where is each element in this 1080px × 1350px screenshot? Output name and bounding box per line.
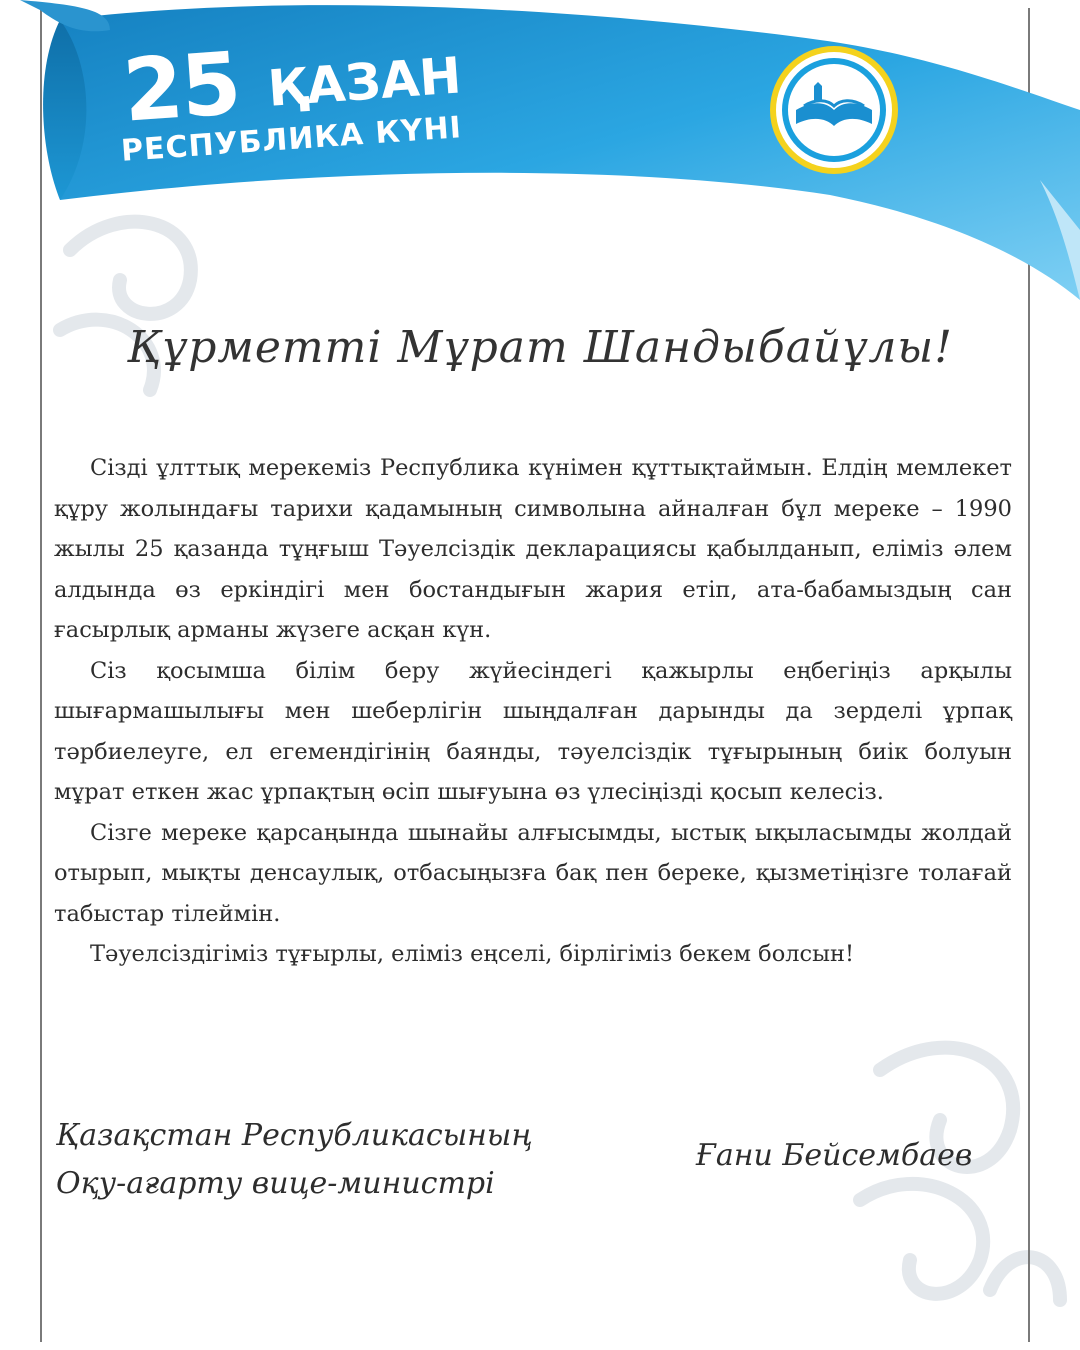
letter-body	[54, 448, 1012, 975]
date-month: ҚАЗАН	[266, 46, 464, 118]
date-number: 25	[120, 33, 243, 142]
signatory-title	[56, 1112, 533, 1208]
greeting-heading: Құрметті Мұрат Шандыбайұлы!	[127, 322, 953, 373]
ministry-emblem-icon	[768, 44, 900, 176]
signatory-title-line2: Оқу-ағарту вице-министрі	[56, 1166, 495, 1201]
paragraph: Сізді ұлттық мерекеміз Республика күнімен құттықтаймын. Елдің мемлекет құру жолындағы тарихи қадамының символына айналған бұл мереке – 1990 жылы 25 қазанда тұңғыш Тәуелсіздік декларациясы қабылданып, еліміз әлем алдында өз еркіндігі мен бостандығын жария етіп, ата-бабамыздың сан ғасырлық арманы жүзеге асқан күн.	[54, 455, 1012, 643]
paragraph: Сізге мереке қарсаңында шынайы алғысымды, ыстық ықыласымды жолдай отырып, мықты денсаулық, отбасыңызға бақ пен береке, қызметіңізге толағай табыстар тілеймін.	[54, 819, 1012, 927]
holiday-name: РЕСПУБЛИКА КҮНІ	[120, 110, 463, 169]
paragraph: Тәуелсіздігіміз тұғырлы, еліміз еңселі, бірлігіміз бекем болсын!	[90, 941, 855, 967]
signatory-name: Ғани Бейсембаев	[696, 1138, 973, 1173]
signatory-title-line1: Қазақстан Республикасының	[56, 1118, 533, 1153]
paragraph: Сіз қосымша білім беру жүйесіндегі қажырлы еңбегіңіз арқылы шығармашылығы мен шеберлігін шыңдалған дарынды да зерделі ұрпақ тәрбиелеуге, ел егемендігінің баянды, тәуелсіздік тұғырының биік болуын мұрат еткен жас ұрпақтың өсіп шығуына өз үлесіңізді қосып келесіз.	[54, 657, 1012, 805]
